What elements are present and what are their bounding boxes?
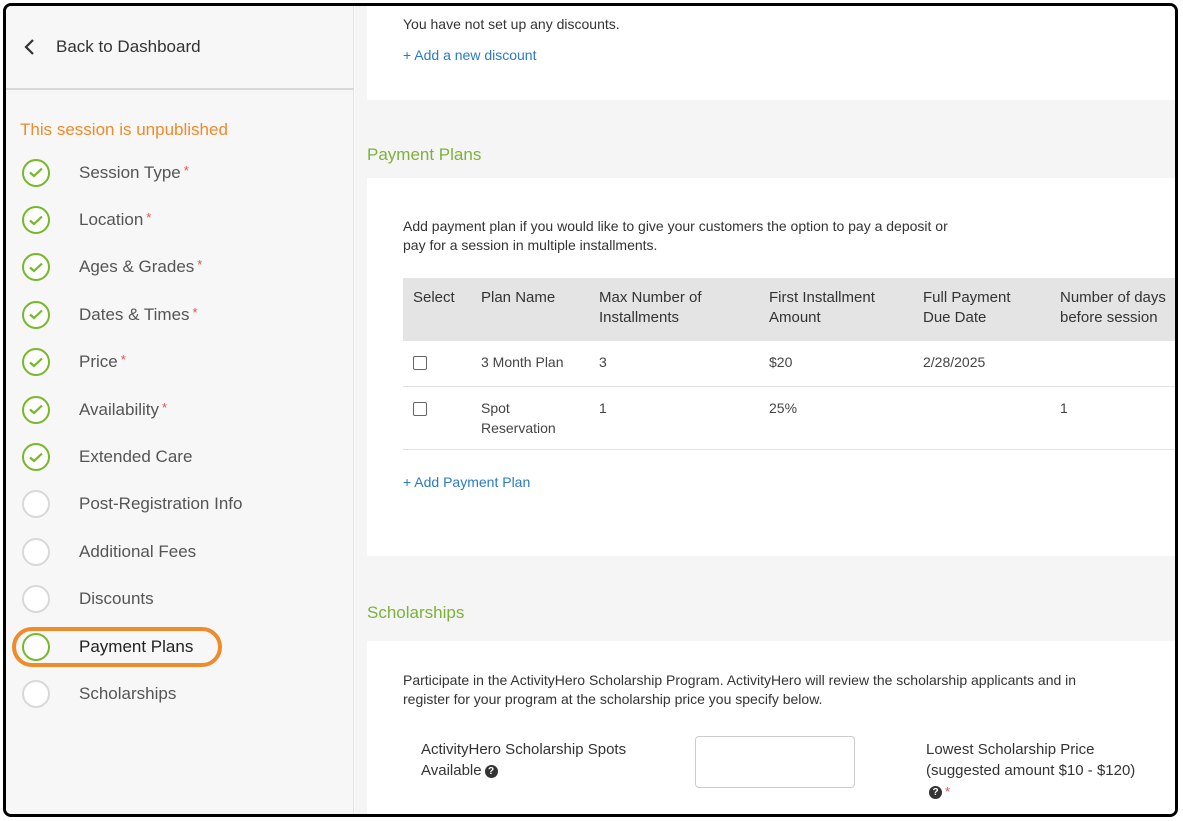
plan-name-cell: Spot Reservation bbox=[471, 387, 589, 450]
sidebar-item-label: Extended Care bbox=[79, 447, 193, 467]
empty-circle-icon bbox=[22, 680, 50, 708]
scholarship-spots-input[interactable] bbox=[695, 736, 855, 788]
column-header-days-before: Number of days before session bbox=[1060, 289, 1166, 326]
payment-plans-description-line1: Add payment plan if you would like to give your customers the option to pay a deposit or bbox=[403, 218, 948, 234]
back-label: Back to Dashboard bbox=[56, 37, 201, 56]
sidebar-item-payment-plans[interactable] bbox=[6, 623, 354, 670]
help-icon[interactable]: ? bbox=[485, 765, 498, 778]
discounts-card bbox=[367, 6, 1175, 100]
payment-plans-card bbox=[367, 178, 1175, 556]
check-circle-icon bbox=[22, 348, 50, 376]
payment-plans-title: Payment Plans bbox=[367, 145, 482, 164]
days-before-cell: 1 bbox=[1050, 387, 1178, 450]
column-header-due-date: Full Payment Due Date bbox=[923, 289, 1011, 326]
sidebar-item-post-registration-info[interactable] bbox=[6, 481, 354, 528]
sidebar-item-additional-fees[interactable] bbox=[6, 528, 354, 575]
payment-plans-table bbox=[403, 278, 1178, 450]
scholarships-description-line1: Participate in the ActivityHero Scholarship Program. ActivityHero will review the scholarship applicants and in bbox=[403, 672, 1077, 688]
plan-name-cell: 3 Month Plan bbox=[471, 341, 589, 387]
check-circle-icon bbox=[22, 396, 50, 424]
sidebar-item-extended-care[interactable] bbox=[6, 433, 354, 480]
scholarships-description-line2: register for your program at the scholarship price you specify below. bbox=[403, 691, 823, 707]
scholarships-card bbox=[367, 641, 1175, 817]
due-date-cell: 2/28/2025 bbox=[913, 341, 1050, 387]
scholarships-title: Scholarships bbox=[367, 603, 465, 622]
max-installments-cell: 1 bbox=[589, 387, 759, 450]
app-window bbox=[3, 3, 1178, 817]
step-list bbox=[6, 149, 354, 718]
check-circle-icon bbox=[22, 443, 50, 471]
empty-circle-icon bbox=[22, 633, 50, 661]
column-header-max-installments: Max Number of Installments bbox=[599, 289, 702, 326]
due-date-cell bbox=[913, 387, 1050, 450]
back-to-dashboard-link[interactable] bbox=[6, 6, 354, 90]
first-installment-cell: 25% bbox=[759, 387, 913, 450]
check-circle-icon bbox=[22, 159, 50, 187]
sidebar-item-availability[interactable] bbox=[6, 386, 354, 433]
sidebar-item-session-type[interactable] bbox=[6, 149, 354, 196]
lowest-scholarship-price-label: Lowest Scholarship Price (suggested amount $10 - $120)? * bbox=[926, 741, 1136, 799]
sidebar-item-price[interactable] bbox=[6, 339, 354, 386]
empty-circle-icon bbox=[22, 538, 50, 566]
scholarship-spots-label: ActivityHero Scholarship Spots Available ? bbox=[421, 741, 627, 779]
column-header-plan-name: Plan Name bbox=[481, 289, 556, 306]
sidebar-item-label: Availability * bbox=[79, 399, 168, 419]
sidebar-item-scholarships[interactable] bbox=[6, 670, 354, 717]
empty-circle-icon bbox=[22, 490, 50, 518]
sidebar-item-label: Location * bbox=[79, 210, 152, 230]
check-circle-icon bbox=[22, 206, 50, 234]
select-plan-checkbox[interactable] bbox=[413, 356, 427, 370]
column-header-select: Select bbox=[413, 289, 455, 306]
add-discount-link[interactable]: + Add a new discount bbox=[403, 47, 537, 63]
main-content bbox=[355, 6, 1175, 814]
sidebar-item-dates-times[interactable] bbox=[6, 291, 354, 338]
column-header-first-installment: First Installment Amount bbox=[769, 289, 875, 326]
table-row bbox=[403, 341, 1178, 387]
sidebar-item-discounts[interactable] bbox=[6, 576, 354, 623]
sidebar-item-location[interactable] bbox=[6, 196, 354, 243]
chevron-left-icon bbox=[22, 38, 38, 56]
help-icon[interactable]: ? bbox=[929, 786, 942, 799]
discounts-empty-text: You have not set up any discounts. bbox=[403, 16, 620, 32]
sidebar-item-label: Scholarships bbox=[79, 683, 177, 703]
unpublished-status: This session is unpublished bbox=[20, 120, 228, 139]
sidebar-item-label: Ages & Grades * bbox=[79, 257, 203, 277]
sidebar-item-label: Discounts bbox=[79, 589, 154, 609]
empty-circle-icon bbox=[22, 585, 50, 613]
sidebar-item-label: Dates & Times * bbox=[79, 304, 198, 324]
sidebar-item-label: Post-Registration Info bbox=[79, 494, 243, 514]
sidebar-item-label: Additional Fees bbox=[79, 541, 197, 561]
select-plan-checkbox[interactable] bbox=[413, 402, 427, 416]
first-installment-cell: $20 bbox=[759, 341, 913, 387]
check-circle-icon bbox=[22, 301, 50, 329]
sidebar bbox=[6, 6, 354, 814]
days-before-cell bbox=[1050, 341, 1178, 387]
sidebar-item-label: Price * bbox=[79, 352, 126, 372]
table-header-row bbox=[403, 278, 1178, 341]
table-row bbox=[403, 387, 1178, 450]
max-installments-cell: 3 bbox=[589, 341, 759, 387]
sidebar-item-ages-grades[interactable] bbox=[6, 244, 354, 291]
add-payment-plan-link[interactable]: + Add Payment Plan bbox=[403, 474, 531, 490]
sidebar-item-label: Session Type * bbox=[79, 162, 189, 182]
sidebar-item-label: Payment Plans bbox=[79, 636, 194, 656]
check-circle-icon bbox=[22, 253, 50, 281]
payment-plans-description-line2: pay for a session in multiple installments. bbox=[403, 237, 658, 253]
